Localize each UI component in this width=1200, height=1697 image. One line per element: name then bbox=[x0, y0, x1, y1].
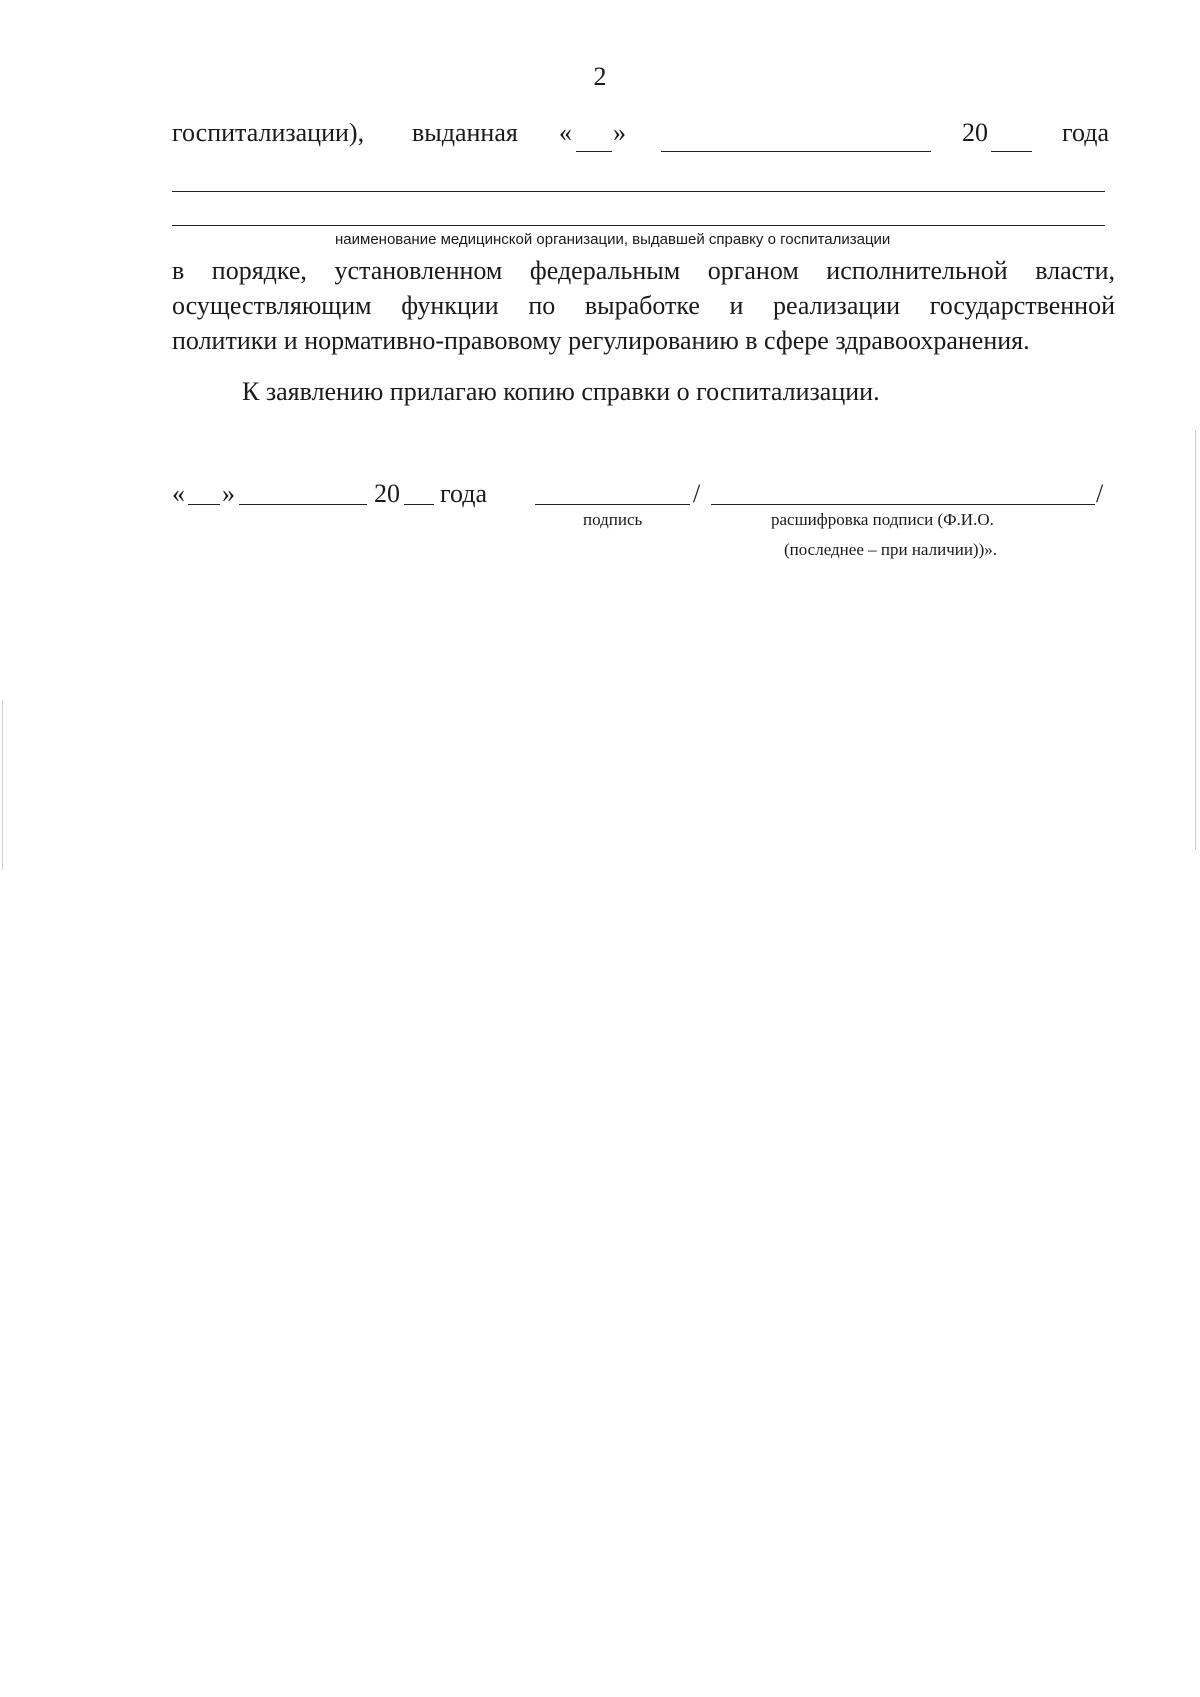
name-decoding-caption: расшифровка подписи (Ф.И.О. bbox=[771, 510, 994, 529]
sign-year-prefix: 20 bbox=[374, 479, 400, 508]
scan-edge-mark bbox=[2, 700, 3, 870]
sign-year-blank[interactable] bbox=[404, 504, 434, 505]
signature-slash-right: / bbox=[1096, 479, 1104, 508]
procedure-paragraph bbox=[172, 253, 1115, 358]
signature-blank[interactable] bbox=[535, 504, 690, 505]
issued-month-blank[interactable] bbox=[661, 151, 931, 152]
issued-quote-close: » bbox=[613, 118, 626, 147]
sign-quote-open: « bbox=[172, 479, 185, 508]
issued-day-blank[interactable] bbox=[576, 151, 612, 152]
sign-quote-close: » bbox=[222, 479, 235, 508]
issued-quote-open: « bbox=[559, 118, 572, 147]
paragraph-line: осуществляющим функции по выработке и реализации государственной bbox=[172, 291, 1115, 320]
issued-year-word: года bbox=[1062, 118, 1110, 147]
sign-year-word: года bbox=[440, 479, 488, 508]
issued-word: выданная bbox=[412, 118, 518, 147]
issued-prefix: госпитализации), bbox=[172, 118, 365, 147]
organization-blank-line-2[interactable] bbox=[172, 225, 1105, 226]
name-decoding-caption-continued: (последнее – при наличии))». bbox=[784, 540, 998, 559]
paragraph-line: в порядке, установленном федеральным органом исполнительной власти, bbox=[172, 256, 1115, 285]
scan-edge-mark bbox=[1195, 430, 1196, 850]
sign-day-blank[interactable] bbox=[188, 504, 220, 505]
organization-caption: наименование медицинской организации, выдавшей справку о госпитализации bbox=[335, 231, 891, 248]
paragraph-line: политики и нормативно-правовому регулированию в сфере здравоохранения. bbox=[172, 326, 1030, 355]
name-decoding-blank[interactable] bbox=[711, 504, 1095, 505]
signature-slash-left: / bbox=[693, 479, 701, 508]
signature-caption: подпись bbox=[583, 510, 643, 529]
sign-month-blank[interactable] bbox=[239, 504, 367, 505]
page-number: 2 bbox=[593, 62, 607, 91]
issued-year-prefix: 20 bbox=[962, 118, 988, 147]
attachment-statement: К заявлению прилагаю копию справки о госпитализации. bbox=[242, 377, 880, 406]
issued-year-blank[interactable] bbox=[991, 151, 1032, 152]
organization-blank-line-1[interactable] bbox=[172, 191, 1105, 192]
